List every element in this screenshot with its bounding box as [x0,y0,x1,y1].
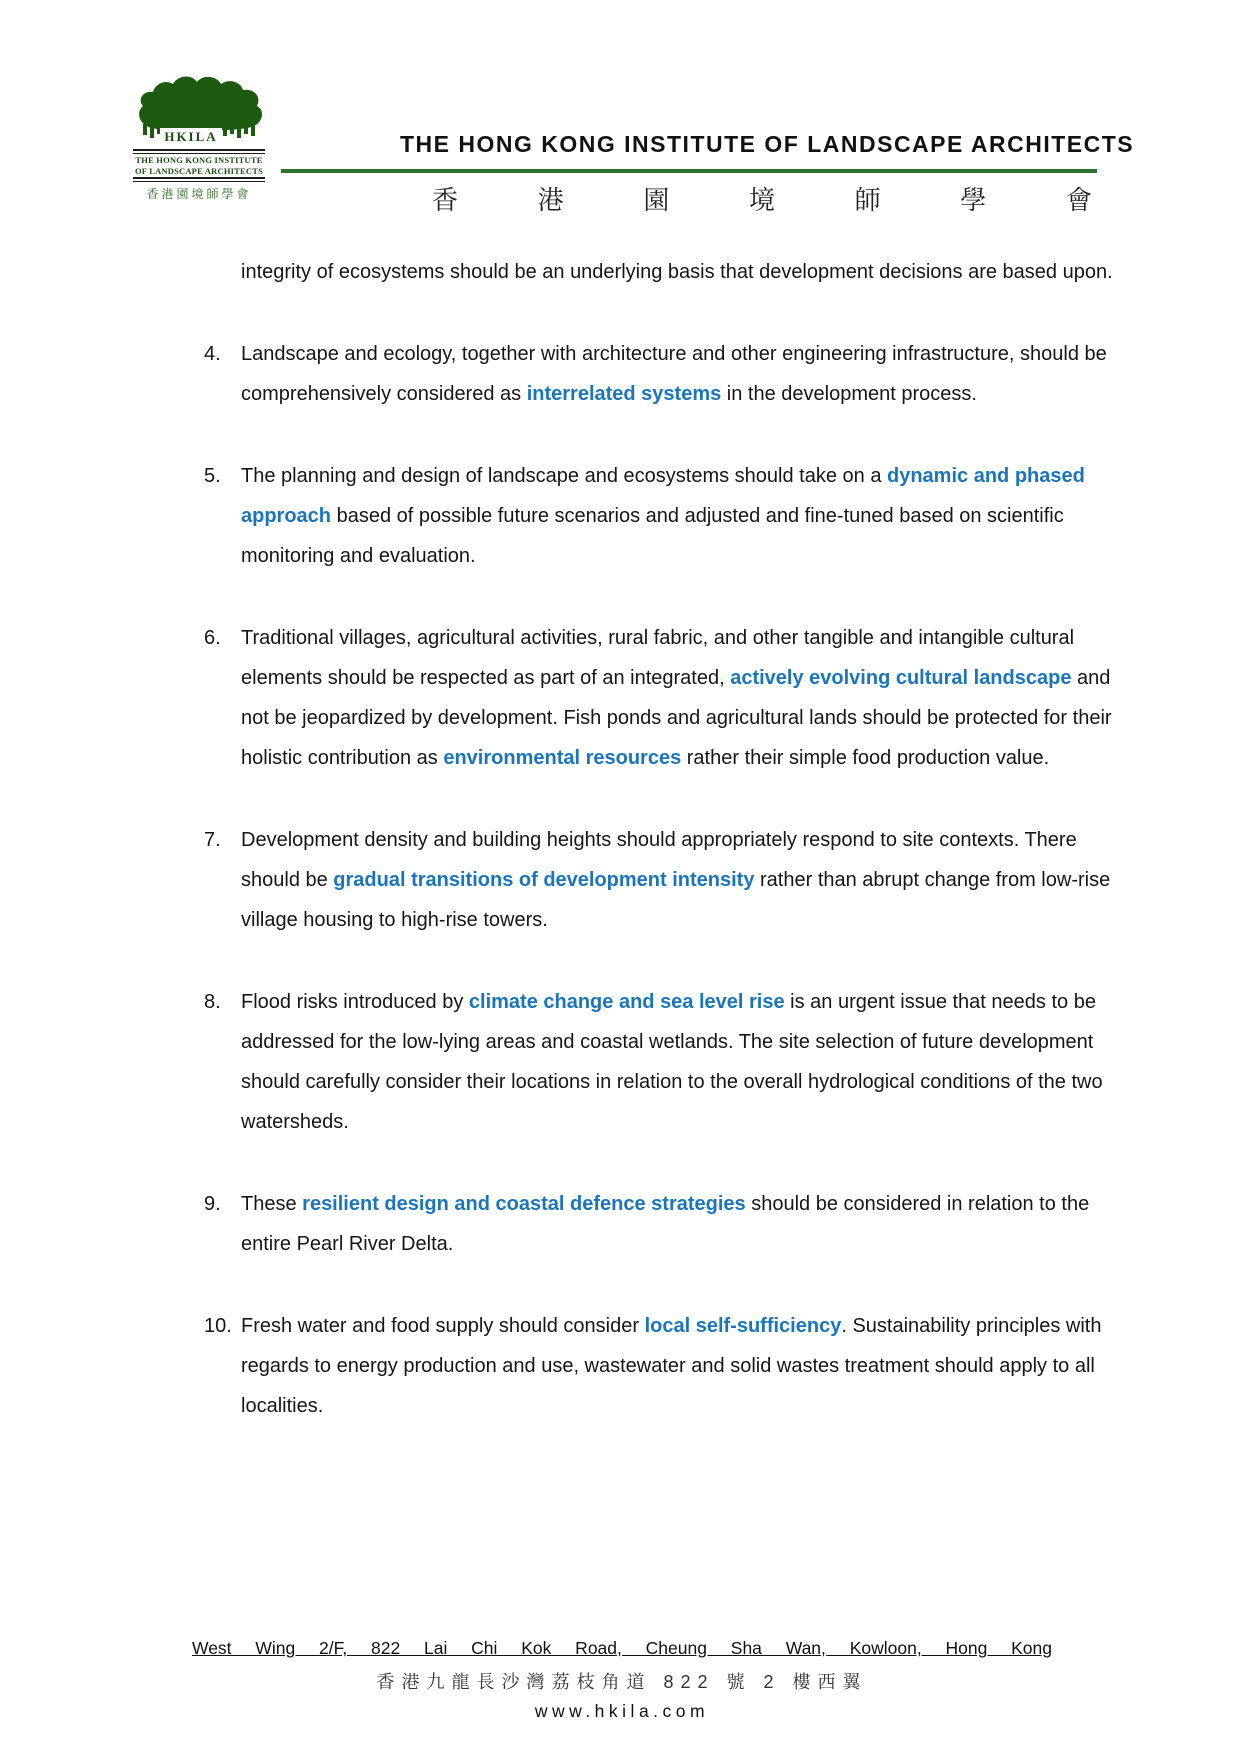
list-item-text [241,465,1085,567]
list-item [204,456,1131,576]
title-chinese-char: 港 [537,186,564,215]
highlighted-phrase: gradual transitions of development intensity [333,869,755,891]
footer-address-chinese: 香港九龍長沙灣荔枝角道 822 號 2 樓西翼 [376,1672,868,1692]
title-chinese-char: 園 [643,186,670,215]
list-item-number: 4. [204,343,221,365]
title-chinese-char: 境 [748,186,775,215]
list-item-number: 5. [204,465,221,487]
list-item-text [241,627,1112,769]
footer-website: www.hkila.com [534,1701,710,1721]
text-segment: and not be jeopardized by development. Fish ponds and agricultural lands should be protected for their holistic contribution as [241,667,1112,769]
text-segment: Development density and building heights should appropriately respond to site contexts. There should be [241,829,1077,891]
list-item [204,982,1131,1142]
logo-rule-bottom [133,177,265,182]
list-item-text [241,1193,1089,1255]
list-item-number: 7. [204,829,221,851]
text-segment: in the development process. [721,383,977,405]
list-item-number: 8. [204,991,221,1013]
text-segment: is an urgent issue that needs to be addressed for the low-lying areas and coastal wetlands. The site selection of future development should carefully consider their locations in relation to the overall hydrological conditions of the two watersheds. [241,991,1103,1133]
text-segment: should be considered in relation to the entire Pearl River Delta. [241,1193,1090,1255]
highlighted-phrase: climate change and sea level rise [468,991,785,1013]
highlighted-phrase: local self-sufficiency [644,1315,842,1337]
text-segment: Traditional villages, agricultural activities, rural fabric, and other tangible and intangible cultural elements should be respected as part of an integrated, [241,627,1075,689]
logo-acronym: HKILA [164,129,218,144]
hkila-logo [133,76,265,202]
text-segment: rather their simple food production value. [681,747,1050,769]
header-divider-rule [281,169,1097,173]
highlighted-phrase: resilient design and coastal defence strategies [302,1193,746,1215]
list-item-text [241,261,1113,283]
tree-logo-icon [133,76,265,148]
list-item-text [241,991,1103,1133]
list-item-text [241,829,1110,931]
document-body [204,252,1131,1468]
title-chinese-char: 會 [1065,186,1092,215]
logo-rule-top [133,149,265,154]
list-item-text [241,343,1107,405]
title-chinese-char: 學 [960,186,987,215]
list-item-text [241,1315,1101,1417]
list-item [204,618,1131,778]
list-item-number: 6. [204,627,221,649]
highlighted-phrase: dynamic and phased approach [241,465,1085,527]
text-segment: integrity of ecosystems should be an underlying basis that development decisions are based upon. [241,261,1113,283]
list-item [204,1306,1131,1426]
highlighted-phrase: environmental resources [443,747,682,769]
footer [192,1638,1052,1722]
organization-title: THE HONG KONG INSTITUTE OF LANDSCAPE ARCHITECTS [400,131,1135,157]
list-item [204,1184,1131,1264]
title-chinese-char: 香 [432,186,459,215]
list-item [204,252,1131,292]
list-item [204,334,1131,414]
list-item-number: 10. [204,1315,232,1337]
logo-chinese-name: 香港園境師學會 [146,187,252,201]
logo-name-line1: THE HONG KONG INSTITUTE [135,155,263,165]
list-item-number: 9. [204,1193,221,1215]
text-segment: based of possible future scenarios and adjusted and fine-tuned based on scientific monitoring and evaluation. [241,505,1064,567]
logo-name-line2: OF LANDSCAPE ARCHITECTS [134,165,264,176]
text-segment: These [241,1193,303,1215]
organization-title-chinese [432,180,1092,217]
title-chinese-char: 師 [854,186,881,215]
highlighted-phrase: actively evolving cultural landscape [730,667,1072,689]
text-segment: . Sustainability principles with regards to energy production and use, wastewater and solid wastes treatment should apply to all localities. [241,1315,1102,1417]
highlighted-phrase: interrelated systems [526,383,722,405]
text-segment: Fresh water and food supply should consider [241,1315,645,1337]
text-segment: Landscape and ecology, together with architecture and other engineering infrastructure, should be comprehensively considered as [241,343,1107,405]
text-segment: The planning and design of landscape and ecosystems should take on a [241,465,887,487]
text-segment: rather than abrupt change from low-rise village housing to high-rise towers. [241,869,1111,931]
text-segment: Flood risks introduced by [241,991,469,1013]
list-item [204,820,1131,940]
footer-address-english: West Wing 2/F, 822 Lai Chi Kok Road, Cheung Sha Wan, Kowloon, Hong Kong [192,1638,1052,1658]
